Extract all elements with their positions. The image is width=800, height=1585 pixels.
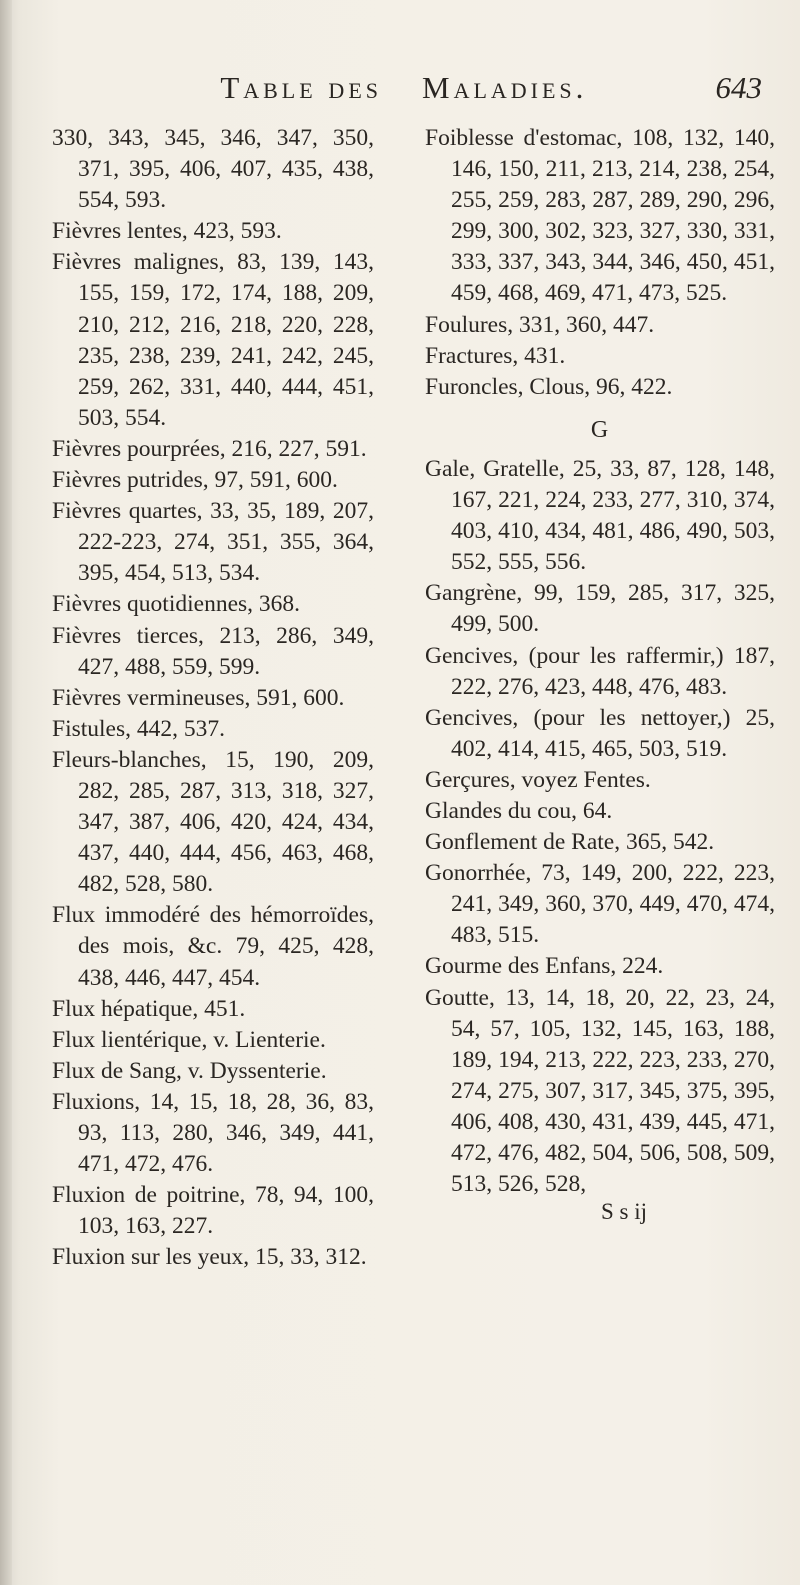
- index-entry: Fluxion de poitrine, 78, 94, 100, 103, 163, 227.: [52, 1182, 374, 1240]
- index-entry: Furoncles, Clous, 96, 422.: [425, 373, 673, 400]
- index-entry: Flux immodéré des hémorroïdes, des mois, &c. 79, 425, 428, 438, 446, 447, 454.: [52, 902, 374, 991]
- index-entry: Gerçures, voyez Fentes.: [425, 766, 651, 793]
- index-entry: Gencives, (pour les nettoyer,) 25, 402, 414, 415, 465, 503, 519.: [425, 704, 775, 762]
- index-entry: Goutte, 13, 14, 18, 20, 22, 23, 24, 54, 57, 105, 132, 145, 163, 188, 189, 194, 213, 222, 223, 233, 270, 274, 275, 307, 317, 345, 375, 395, 406, 408, 430, 431, 439, 445, 471, 472, 476, 482, 504, 506, 508, 509, 513, 526, 528,: [425, 984, 775, 1198]
- index-entry: Fistules, 442, 537.: [52, 715, 226, 742]
- index-entry: Foiblesse d'estomac, 108, 132, 140, 146, 150, 211, 213, 214, 238, 254, 255, 259, 283, 287, 289, 290, 296, 299, 300, 302, 323, 327, 330, 331, 333, 337, 343, 344, 346, 450, 451, 459, 468, 469, 471, 473, 525.: [425, 125, 775, 307]
- signature-mark: S s ij: [600, 1199, 647, 1225]
- index-entry: Fièvres malignes, 83, 139, 143, 155, 159, 172, 174, 188, 209, 210, 212, 216, 218, 220, 228, 235, 238, 239, 241, 242, 245, 259, 262, 331, 440, 444, 451, 503, 554.: [52, 249, 374, 431]
- index-entry: Fluxions, 14, 15, 18, 28, 36, 83, 93, 113, 280, 346, 349, 441, 471, 472, 476.: [52, 1088, 374, 1178]
- index-entry: Glandes du cou, 64.: [425, 797, 613, 824]
- index-entry: Fièvres vermineuses, 591, 600.: [52, 684, 345, 711]
- index-entry: Foulures, 331, 360, 447.: [425, 311, 655, 338]
- section-letter-g: G: [590, 416, 610, 443]
- header-right-title: Maladies.: [422, 70, 588, 105]
- index-entry: Gourme des Enfans, 224.: [425, 953, 664, 980]
- index-entry: Gencives, (pour les raffermir,) 187, 222, 276, 423, 448, 476, 483.: [425, 642, 775, 700]
- header-left-title: Table des: [220, 70, 382, 105]
- book-spine-shadow: [0, 0, 12, 1585]
- left-column: [52, 123, 374, 1273]
- right-column: [425, 123, 775, 1227]
- index-entry: Fièvres lentes, 423, 593.: [52, 218, 282, 245]
- page-number: 643: [715, 70, 762, 105]
- index-entry: Fleurs-blanches, 15, 190, 209, 282, 285, 287, 313, 318, 327, 347, 387, 406, 420, 424, 434, 437, 440, 444, 456, 463, 468, 482, 528, 580.: [52, 746, 374, 898]
- index-entry: Fièvres quartes, 33, 35, 189, 207, 222-223, 274, 351, 355, 364, 395, 454, 513, 534.: [52, 498, 374, 587]
- index-entry: Fluxion sur les yeux, 15, 33, 312.: [52, 1244, 367, 1271]
- index-entry: Fractures, 431.: [425, 342, 566, 369]
- index-entry: Flux lientérique, v. Lienterie.: [52, 1026, 326, 1053]
- running-header: [62, 70, 770, 120]
- index-entry: Gonflement de Rate, 365, 542.: [425, 829, 715, 856]
- index-entry: Flux hépatique, 451.: [52, 995, 246, 1022]
- index-entry: Fièvres quotidiennes, 368.: [52, 591, 301, 618]
- index-entry: Gonorrhée, 73, 149, 200, 222, 223, 241, 349, 360, 370, 449, 470, 474, 483, 515.: [425, 860, 775, 949]
- index-entry: Fièvres putrides, 97, 591, 600.: [52, 467, 338, 494]
- index-entry: Fièvres pourprées, 216, 227, 591.: [52, 435, 367, 462]
- index-entry: Flux de Sang, v. Dyssenterie.: [52, 1057, 327, 1084]
- index-entry: Fièvres tierces, 213, 286, 349, 427, 488, 559, 599.: [52, 622, 374, 680]
- index-entry: 330, 343, 345, 346, 347, 350, 371, 395, 406, 407, 435, 438, 554, 593.: [52, 125, 374, 214]
- index-entry: Gale, Gratelle, 25, 33, 87, 128, 148, 167, 221, 224, 233, 277, 310, 374, 403, 410, 434, 481, 486, 490, 503, 552, 555, 556.: [425, 455, 775, 576]
- index-entry: Gangrène, 99, 159, 285, 317, 325, 499, 500.: [425, 580, 775, 638]
